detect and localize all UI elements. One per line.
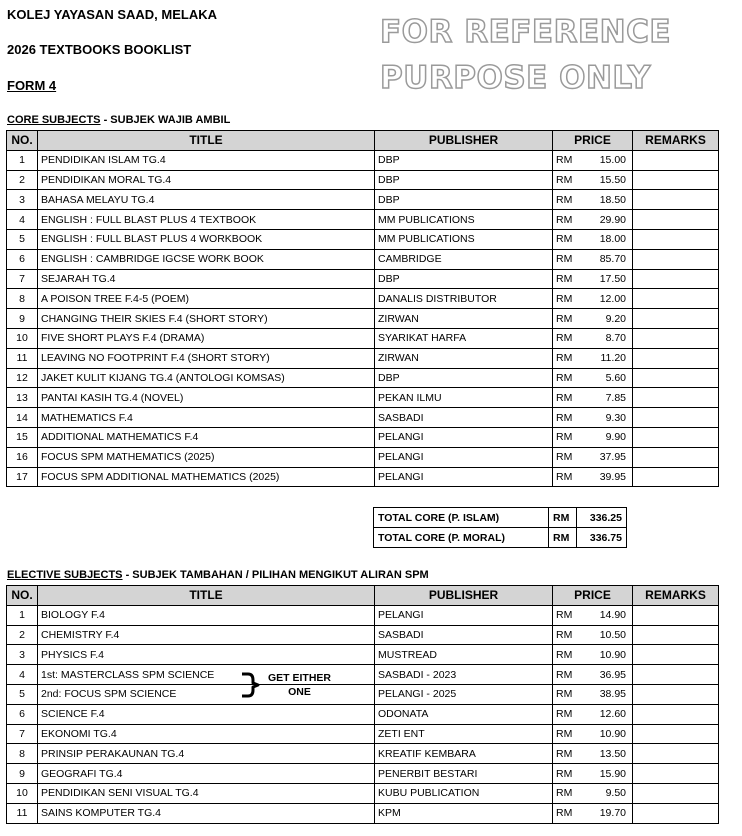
- book-title: ADDITIONAL MATHEMATICS F.4: [38, 427, 375, 447]
- core-subjects-table: [6, 130, 719, 487]
- book-title: PENDIDIKAN ISLAM TG.4: [38, 150, 375, 170]
- price-amount: 5.60: [605, 371, 626, 384]
- publisher: DBP: [375, 190, 553, 210]
- total-currency: RM: [549, 508, 577, 528]
- price-cell: [553, 150, 633, 170]
- book-title: A POISON TREE F.4-5 (POEM): [38, 289, 375, 309]
- price-amount: 37.95: [599, 451, 626, 464]
- total-label: TOTAL CORE (P. ISLAM): [374, 508, 549, 528]
- book-title: 1st: MASTERCLASS SPM SCIENCE: [38, 665, 375, 685]
- table-row: [7, 684, 719, 704]
- publisher: DBP: [375, 368, 553, 388]
- price-currency: RM: [556, 747, 573, 760]
- book-title: PANTAI KASIH TG.4 (NOVEL): [38, 388, 375, 408]
- elective-section-title: [7, 569, 429, 581]
- remarks: [633, 408, 719, 428]
- price-cell: [553, 605, 633, 625]
- publisher: PELANGI: [375, 427, 553, 447]
- price-currency: RM: [556, 767, 573, 780]
- core-section-title-sub: - SUBJEK WAJIB AMBIL: [100, 114, 231, 126]
- col-title-header: TITLE: [38, 131, 375, 151]
- table-row: [7, 764, 719, 784]
- price-amount: 9.20: [605, 312, 626, 325]
- remarks: [633, 684, 719, 704]
- total-amount: 336.75: [577, 528, 627, 548]
- price-currency: RM: [556, 371, 573, 384]
- row-number: 10: [7, 328, 38, 348]
- table-row: [7, 249, 719, 269]
- remarks: [633, 388, 719, 408]
- publisher: ZIRWAN: [375, 309, 553, 329]
- remarks: [633, 447, 719, 467]
- publisher: CAMBRIDGE: [375, 249, 553, 269]
- price-amount: 18.00: [599, 233, 626, 246]
- book-title: ENGLISH : CAMBRIDGE IGCSE WORK BOOK: [38, 249, 375, 269]
- price-amount: 10.90: [599, 648, 626, 661]
- row-number: 14: [7, 408, 38, 428]
- publisher: PEKAN ILMU: [375, 388, 553, 408]
- table-row: [7, 744, 719, 764]
- book-title: PHYSICS F.4: [38, 645, 375, 665]
- book-title: FIVE SHORT PLAYS F.4 (DRAMA): [38, 328, 375, 348]
- elective-section-title-sub: - SUBJEK TAMBAHAN / PILIHAN MENGIKUT ALIRAN SPM: [122, 569, 429, 581]
- publisher: ZIRWAN: [375, 348, 553, 368]
- publisher: KPM: [375, 803, 553, 823]
- elective-section-title-main: ELECTIVE SUBJECTS: [7, 569, 123, 581]
- table-row: [7, 210, 719, 230]
- core-section-title-main: CORE SUBJECTS: [7, 114, 101, 126]
- price-amount: 11.20: [600, 352, 626, 365]
- remarks: [633, 368, 719, 388]
- elective-table-header: [7, 586, 719, 606]
- book-title: JAKET KULIT KIJANG TG.4 (ANTOLOGI KOMSAS): [38, 368, 375, 388]
- price-cell: [553, 368, 633, 388]
- row-number: 13: [7, 388, 38, 408]
- remarks: [633, 625, 719, 645]
- price-currency: RM: [556, 727, 573, 740]
- row-number: 8: [7, 744, 38, 764]
- row-number: 1: [7, 605, 38, 625]
- book-title: SCIENCE F.4: [38, 704, 375, 724]
- remarks: [633, 269, 719, 289]
- price-cell: [553, 328, 633, 348]
- total-label: TOTAL CORE (P. MORAL): [374, 528, 549, 548]
- price-currency: RM: [556, 648, 573, 661]
- price-currency: RM: [556, 154, 573, 167]
- price-currency: RM: [556, 411, 573, 424]
- price-cell: [553, 190, 633, 210]
- remarks: [633, 764, 719, 784]
- publisher: KUBU PUBLICATION: [375, 783, 553, 803]
- price-currency: RM: [556, 391, 573, 404]
- price-currency: RM: [556, 312, 573, 325]
- remarks: [633, 724, 719, 744]
- price-cell: [553, 724, 633, 744]
- remarks: [633, 467, 719, 487]
- col-title-header: TITLE: [38, 586, 375, 606]
- price-amount: 13.50: [599, 747, 626, 760]
- table-row: [7, 368, 719, 388]
- table-row: [7, 803, 719, 823]
- remarks: [633, 427, 719, 447]
- get-either-one-note: [240, 671, 331, 699]
- price-amount: 12.60: [599, 708, 626, 721]
- table-row: [7, 665, 719, 685]
- book-title: 2nd: FOCUS SPM SCIENCE: [38, 684, 375, 704]
- price-cell: [553, 684, 633, 704]
- col-price-header: PRICE: [553, 131, 633, 151]
- book-title: CHEMISTRY F.4: [38, 625, 375, 645]
- book-title: EKONOMI TG.4: [38, 724, 375, 744]
- curved-arrow-icon: [240, 672, 260, 698]
- core-section-title: [7, 114, 230, 126]
- table-row: [7, 724, 719, 744]
- publisher: ODONATA: [375, 704, 553, 724]
- price-amount: 29.90: [599, 213, 626, 226]
- elective-subjects-table: [6, 585, 719, 824]
- row-number: 7: [7, 724, 38, 744]
- remarks: [633, 704, 719, 724]
- price-currency: RM: [556, 688, 573, 701]
- price-amount: 9.30: [605, 411, 626, 424]
- publisher: PELANGI: [375, 467, 553, 487]
- book-title: FOCUS SPM MATHEMATICS (2025): [38, 447, 375, 467]
- price-amount: 15.00: [599, 154, 626, 167]
- price-cell: [553, 170, 633, 190]
- price-currency: RM: [556, 708, 573, 721]
- table-row: [7, 605, 719, 625]
- row-number: 11: [7, 348, 38, 368]
- row-number: 8: [7, 289, 38, 309]
- price-cell: [553, 388, 633, 408]
- book-title: SEJARAH TG.4: [38, 269, 375, 289]
- price-cell: [553, 427, 633, 447]
- row-number: 3: [7, 190, 38, 210]
- remarks: [633, 249, 719, 269]
- col-remarks-header: REMARKS: [633, 586, 719, 606]
- row-number: 7: [7, 269, 38, 289]
- price-amount: 15.90: [599, 767, 626, 780]
- form-label: FORM 4: [7, 78, 57, 93]
- row-number: 15: [7, 427, 38, 447]
- price-amount: 36.95: [599, 668, 626, 681]
- table-row: [7, 645, 719, 665]
- price-cell: [553, 783, 633, 803]
- price-amount: 10.50: [599, 628, 626, 641]
- table-row: [7, 388, 719, 408]
- price-cell: [553, 744, 633, 764]
- publisher: DBP: [375, 269, 553, 289]
- price-cell: [553, 803, 633, 823]
- publisher: DBP: [375, 150, 553, 170]
- row-number: 4: [7, 210, 38, 230]
- table-row: [7, 447, 719, 467]
- price-currency: RM: [556, 807, 573, 820]
- row-number: 9: [7, 764, 38, 784]
- publisher: MM PUBLICATIONS: [375, 229, 553, 249]
- table-row: [7, 170, 719, 190]
- price-amount: 38.95: [599, 688, 626, 701]
- table-row: [7, 289, 719, 309]
- price-cell: [553, 704, 633, 724]
- remarks: [633, 744, 719, 764]
- price-currency: RM: [556, 233, 573, 246]
- publisher: PELANGI - 2025: [375, 684, 553, 704]
- table-row: [7, 427, 719, 447]
- price-amount: 9.50: [605, 787, 626, 800]
- price-currency: RM: [556, 193, 573, 206]
- book-title: BIOLOGY F.4: [38, 605, 375, 625]
- price-cell: [553, 229, 633, 249]
- table-row: [7, 783, 719, 803]
- total-amount: 336.25: [577, 508, 627, 528]
- col-no-header: NO.: [7, 586, 38, 606]
- publisher: MM PUBLICATIONS: [375, 210, 553, 230]
- price-amount: 7.85: [605, 391, 626, 404]
- row-number: 2: [7, 625, 38, 645]
- price-currency: RM: [556, 272, 573, 285]
- booklist-title: 2026 TEXTBOOKS BOOKLIST: [7, 42, 192, 57]
- book-title: CHANGING THEIR SKIES F.4 (SHORT STORY): [38, 309, 375, 329]
- price-amount: 17.50: [599, 272, 626, 285]
- remarks: [633, 783, 719, 803]
- row-number: 5: [7, 684, 38, 704]
- get-either-one-text: [268, 671, 331, 699]
- publisher: DANALIS DISTRIBUTOR: [375, 289, 553, 309]
- publisher: SASBADI: [375, 408, 553, 428]
- price-currency: RM: [556, 352, 573, 365]
- price-currency: RM: [556, 431, 573, 444]
- publisher: PENERBIT BESTARI: [375, 764, 553, 784]
- row-number: 17: [7, 467, 38, 487]
- price-cell: [553, 249, 633, 269]
- price-currency: RM: [556, 213, 573, 226]
- publisher: SYARIKAT HARFA: [375, 328, 553, 348]
- book-title: PRINSIP PERAKAUNAN TG.4: [38, 744, 375, 764]
- row-number: 2: [7, 170, 38, 190]
- price-currency: RM: [556, 292, 573, 305]
- price-amount: 18.50: [599, 193, 626, 206]
- row-number: 4: [7, 665, 38, 685]
- publisher: PELANGI: [375, 605, 553, 625]
- row-number: 6: [7, 249, 38, 269]
- row-number: 3: [7, 645, 38, 665]
- price-cell: [553, 289, 633, 309]
- remarks: [633, 665, 719, 685]
- remarks: [633, 170, 719, 190]
- table-row: [7, 348, 719, 368]
- core-table-header: [7, 131, 719, 151]
- price-amount: 39.95: [599, 470, 626, 483]
- note-line1: GET EITHER: [268, 672, 332, 684]
- book-title: ENGLISH : FULL BLAST PLUS 4 TEXTBOOK: [38, 210, 375, 230]
- book-title: LEAVING NO FOOTPRINT F.4 (SHORT STORY): [38, 348, 375, 368]
- remarks: [633, 229, 719, 249]
- col-publisher-header: PUBLISHER: [375, 586, 553, 606]
- price-currency: RM: [556, 451, 573, 464]
- publisher: SASBADI: [375, 625, 553, 645]
- price-currency: RM: [556, 173, 573, 186]
- price-currency: RM: [556, 628, 573, 641]
- total-currency: RM: [549, 528, 577, 548]
- watermark-line2: PURPOSE ONLY: [380, 60, 651, 96]
- total-row: [374, 528, 627, 548]
- book-title: SAINS KOMPUTER TG.4: [38, 803, 375, 823]
- price-cell: [553, 210, 633, 230]
- price-currency: RM: [556, 253, 573, 266]
- price-cell: [553, 467, 633, 487]
- table-row: [7, 625, 719, 645]
- row-number: 1: [7, 150, 38, 170]
- publisher: DBP: [375, 170, 553, 190]
- publisher: MUSTREAD: [375, 645, 553, 665]
- row-number: 9: [7, 309, 38, 329]
- row-number: 16: [7, 447, 38, 467]
- price-currency: RM: [556, 609, 573, 622]
- remarks: [633, 803, 719, 823]
- core-totals-table: [373, 507, 627, 548]
- table-row: [7, 269, 719, 289]
- table-row: [7, 408, 719, 428]
- book-title: BAHASA MELAYU TG.4: [38, 190, 375, 210]
- price-cell: [553, 447, 633, 467]
- total-row: [374, 508, 627, 528]
- remarks: [633, 190, 719, 210]
- book-title: PENDIDIKAN SENI VISUAL TG.4: [38, 783, 375, 803]
- col-remarks-header: REMARKS: [633, 131, 719, 151]
- row-number: 11: [7, 803, 38, 823]
- price-cell: [553, 348, 633, 368]
- col-price-header: PRICE: [553, 586, 633, 606]
- remarks: [633, 605, 719, 625]
- note-line2: ONE: [288, 686, 311, 698]
- price-cell: [553, 645, 633, 665]
- price-cell: [553, 665, 633, 685]
- price-amount: 14.90: [599, 609, 626, 622]
- table-row: [7, 190, 719, 210]
- publisher: KREATIF KEMBARA: [375, 744, 553, 764]
- remarks: [633, 289, 719, 309]
- col-no-header: NO.: [7, 131, 38, 151]
- price-amount: 10.90: [599, 727, 626, 740]
- price-cell: [553, 408, 633, 428]
- price-cell: [553, 269, 633, 289]
- book-title: PENDIDIKAN MORAL TG.4: [38, 170, 375, 190]
- price-cell: [553, 625, 633, 645]
- price-cell: [553, 309, 633, 329]
- price-amount: 8.70: [605, 332, 626, 345]
- remarks: [633, 309, 719, 329]
- price-amount: 85.70: [599, 253, 626, 266]
- col-publisher-header: PUBLISHER: [375, 131, 553, 151]
- price-cell: [553, 764, 633, 784]
- remarks: [633, 210, 719, 230]
- row-number: 6: [7, 704, 38, 724]
- price-amount: 9.90: [605, 431, 626, 444]
- price-amount: 19.70: [599, 807, 626, 820]
- table-row: [7, 309, 719, 329]
- publisher: SASBADI - 2023: [375, 665, 553, 685]
- row-number: 12: [7, 368, 38, 388]
- book-title: FOCUS SPM ADDITIONAL MATHEMATICS (2025): [38, 467, 375, 487]
- table-row: [7, 467, 719, 487]
- remarks: [633, 348, 719, 368]
- price-amount: 15.50: [599, 173, 626, 186]
- book-title: MATHEMATICS F.4: [38, 408, 375, 428]
- book-title: ENGLISH : FULL BLAST PLUS 4 WORKBOOK: [38, 229, 375, 249]
- price-currency: RM: [556, 787, 573, 800]
- remarks: [633, 328, 719, 348]
- book-title: GEOGRAFI TG.4: [38, 764, 375, 784]
- price-currency: RM: [556, 668, 573, 681]
- watermark-line1: FOR REFERENCE: [380, 14, 672, 50]
- table-row: [7, 229, 719, 249]
- row-number: 5: [7, 229, 38, 249]
- row-number: 10: [7, 783, 38, 803]
- publisher: PELANGI: [375, 447, 553, 467]
- table-row: [7, 704, 719, 724]
- remarks: [633, 645, 719, 665]
- table-row: [7, 328, 719, 348]
- school-name: KOLEJ YAYASAN SAAD, MELAKA: [7, 7, 217, 22]
- price-currency: RM: [556, 332, 573, 345]
- publisher: ZETI ENT: [375, 724, 553, 744]
- remarks: [633, 150, 719, 170]
- price-amount: 12.00: [599, 292, 626, 305]
- table-row: [7, 150, 719, 170]
- price-currency: RM: [556, 470, 573, 483]
